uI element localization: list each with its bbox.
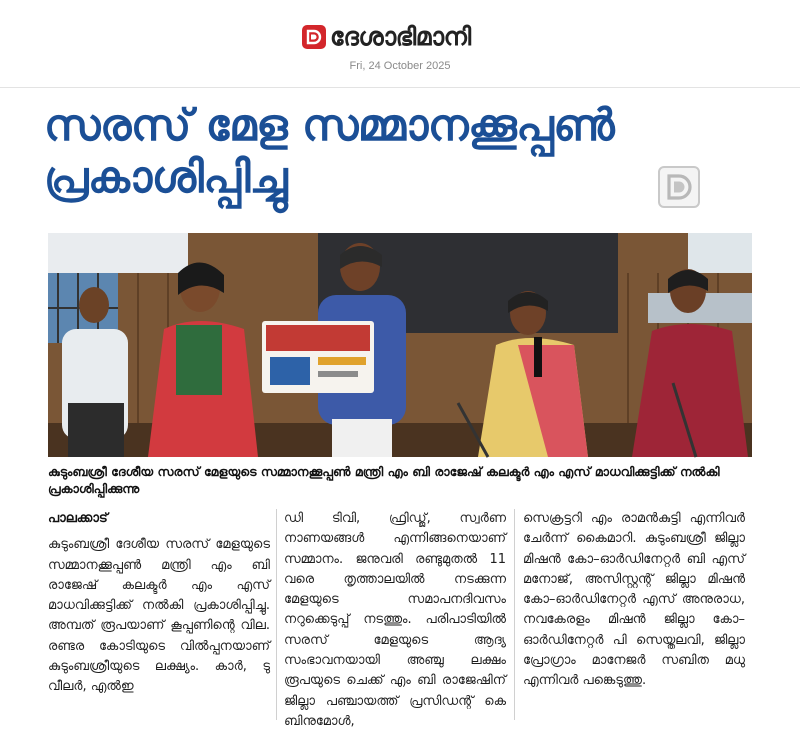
publish-date: Fri, 24 October 2025 — [349, 60, 451, 72]
body-text-column-3: സെക്രട്ടറി എം രാമൻകുട്ടി എന്നിവർ ചേർന്ന് കൈമാറി. കുടുംബശ്രീ ജില്ലാ മിഷൻ കോ–ഓർഡിനേറ്റർ ബി എസ് മനോജ്, അസിസ്റ്റന്റ് ജില്ലാ മിഷൻ കോ–ഓർഡിനേറ്റർ എസ് അനുരാധ, നവകേരളം മിഷൻ ജില്ലാ കോ–ഓർഡിനേറ്റർ പി സെയ്തലവി, ജില്ലാ പ്രോഗ്രാം മാനേജർ സബിത മധു എന്നിവർ പങ്കെടുത്തു. — [523, 511, 745, 689]
brand-name: ദേശാഭിമാനി — [330, 22, 471, 51]
body-text-column-2: ഡി ടിവി, ഫ്രിഡ്ജ്, സ്വർണ നാണയങ്ങൾ എന്നിങ്ങനെയാണ് സമ്മാനം. ജനുവരി രണ്ടുമുതൽ 11 വരെ തൃത്താലയിൽ നടക്കുന്ന മേളയുടെ സമാപനദിവസം നറുക്കെടുപ്പ് നടത്തും. പരിപാടിയിൽ സരസ് മേളയുടെ ആദ്യ സംഭാവനയായി അഞ്ചു ലക്ഷം രൂപയുടെ ചെക്ക് എം ബി രാജേഷിന് ജില്ലാ പഞ്ചായത്ത് പ്രസിഡന്റ് കെ ബിനുമോൾ, — [284, 511, 506, 729]
masthead — [0, 0, 800, 88]
place-dateline: പാലക്കാട് — [48, 511, 108, 526]
photo-caption: കുടുംബശ്രീ ദേശീയ സരസ് മേളയുടെ സമ്മാനക്കൂപ്പൺ മന്ത്രി എം ബി രാജേഷ് കലക്ടർ എം എസ് മാധവിക്കുട്ടിക്ക് നൽകി പ്രകാശിപ്പിക്കുന്നു — [48, 464, 720, 496]
column-divider — [276, 509, 277, 720]
body-column-3 — [523, 509, 745, 692]
body-column-2 — [284, 509, 506, 732]
brand-logo-link[interactable] — [302, 20, 471, 54]
body-text-column-1: കുടുംബശ്രീ ദേശീയ സരസ് മേളയുടെ സമ്മാനക്കൂപ്പൺ മന്ത്രി എം ബി രാജേഷ് കലക്ടർ എം എസ് മാധവിക്കുട്ടിക്ക് നൽകി പ്രകാശിപ്പിച്ചു. അമ്പത് രൂപയാണ് കൂപ്പണിന്റെ വില. രണ്ടര കോടിയുടെ വിൽപ്പനയാണ് കുടുംബശ്രീയുടെ ലക്ഷ്യം. കാർ, ടു വീലർ, എൽഇ — [48, 537, 270, 695]
headline-line-2: പ്രകാശിപ്പിച്ചു — [44, 152, 288, 203]
column-divider — [514, 509, 515, 720]
article-photo — [48, 233, 752, 457]
body-column-1 — [48, 509, 270, 698]
article-headline — [44, 100, 764, 204]
article-body — [48, 509, 758, 729]
watermark-logo-icon — [658, 166, 700, 208]
deshabhimani-logo-icon — [302, 25, 326, 49]
headline-line-1: സരസ് മേള സമ്മാനക്കൂപ്പൺ — [44, 100, 615, 151]
